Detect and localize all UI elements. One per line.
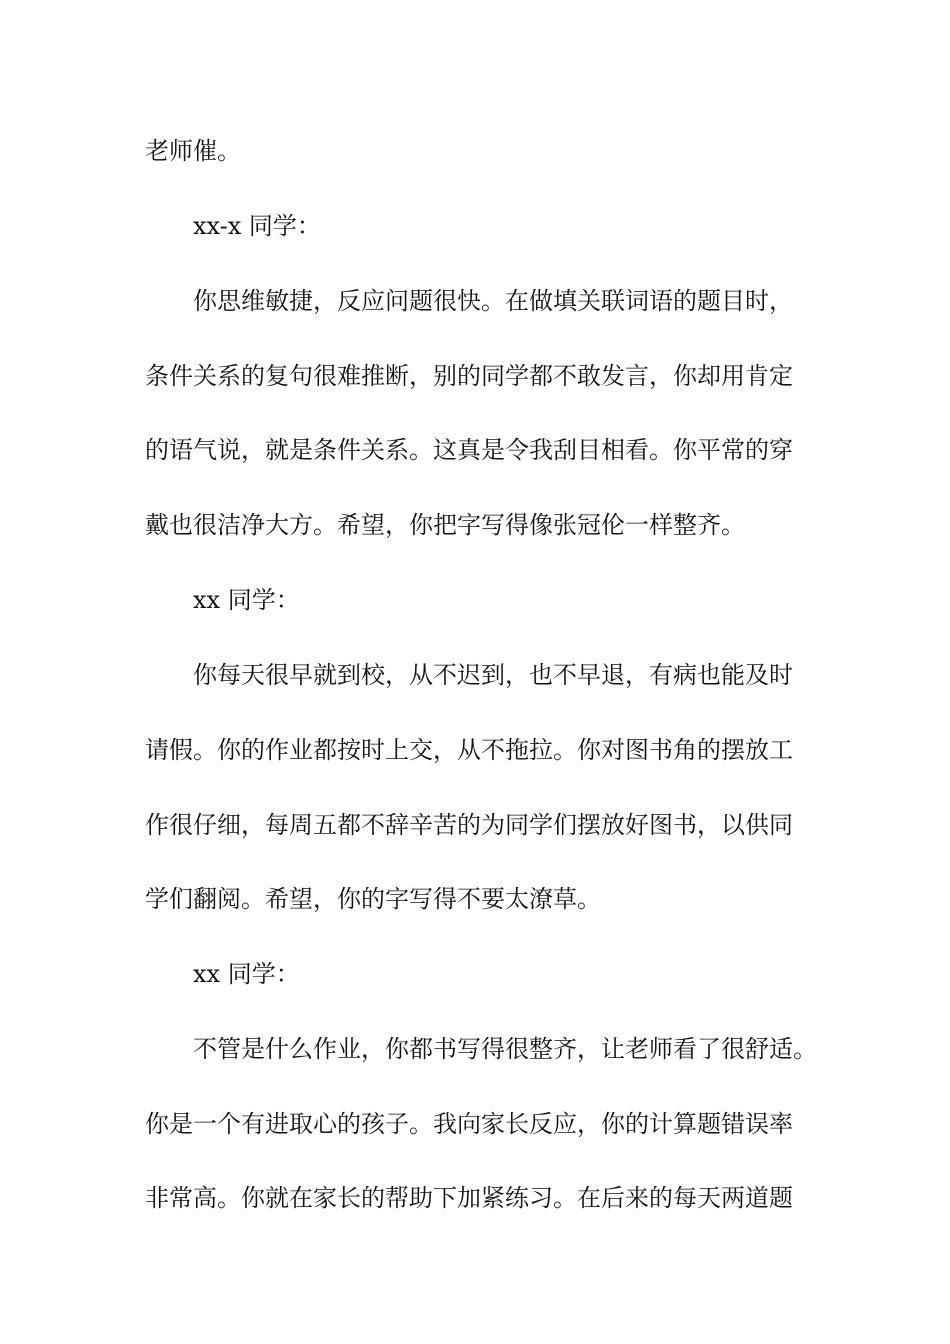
paragraph-line: 学们翻阅。希望，你的字写得不要太潦草。 [145,885,601,913]
student-heading: xx 同学： [193,586,300,614]
paragraph-line: 条件关系的复句很难推断，别的同学都不敢发言，你却用肯定 [145,362,793,390]
paragraph-line: 老师催。 [145,137,241,165]
paragraph-line: 不管是什么作业，你都书写得很整齐，让老师看了很舒适。 [193,1035,817,1063]
paragraph-line: 作很仔细，每周五都不辞辛苦的为同学们摆放好图书，以供同 [145,811,793,839]
student-heading: xx-x 同学： [193,212,321,240]
paragraph-line: 你是一个有进取心的孩子。我向家长反应，你的计算题错误率 [145,1110,793,1138]
paragraph-line: 你思维敏捷，反应问题很快。在做填关联词语的题目时， [193,287,793,315]
paragraph-line: 你每天很早就到校，从不迟到，也不早退，有病也能及时 [193,661,793,689]
paragraph-line: 戴也很洁净大方。希望，你把字写得像张冠伦一样整齐。 [145,511,745,539]
paragraph-line: 请假。你的作业都按时上交，从不拖拉。你对图书角的摆放工 [145,736,793,764]
paragraph-line: 非常高。你就在家长的帮助下加紧练习。在后来的每天两道题 [145,1184,793,1212]
student-heading: xx 同学： [193,960,300,988]
paragraph-line: 的语气说，就是条件关系。这真是令我刮目相看。你平常的穿 [145,436,793,464]
